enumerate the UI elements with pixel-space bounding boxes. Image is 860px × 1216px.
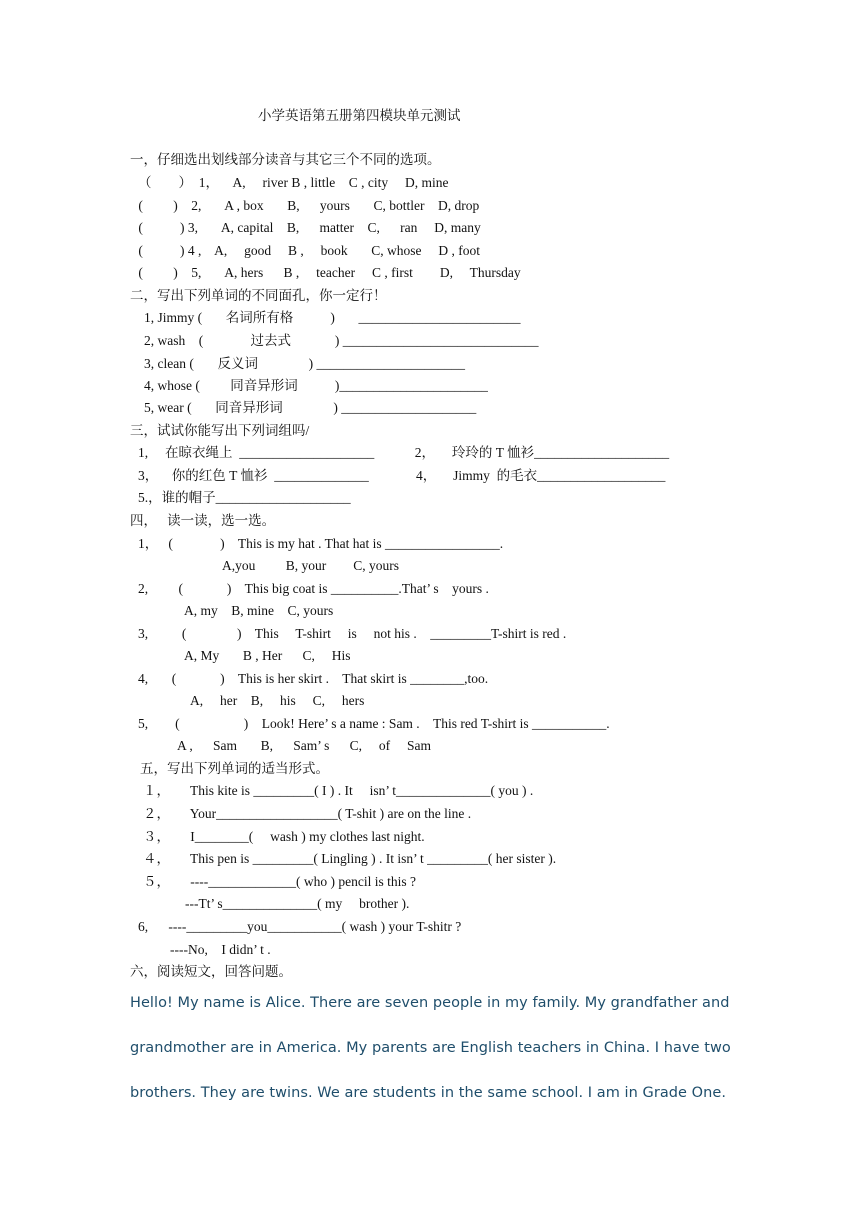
- s1-question-4: ( ) 4 , A, good B , book C, whose D , foot: [135, 243, 480, 258]
- s3-row-2: 3， 你的红色 T 恤衫 ______________ 4， Jimmy 的毛衣___________________: [138, 468, 666, 483]
- section-3-heading: 三，试试你能写出下列词组吗/: [130, 423, 310, 438]
- passage-line-1: Hello! My name is Alice. There are seven people in my family. My grandfather and: [130, 995, 730, 1011]
- section-6-heading: 六，阅读短文，回答问题。: [130, 964, 292, 979]
- s5-item-2: ２， Your__________________( T-shit ) are on the line .: [143, 806, 472, 821]
- s4-question-2: 2, ( ) This big coat is __________.That’ s yours .: [138, 581, 489, 596]
- s3-row-3: 5.，谁的帽子____________________: [138, 490, 351, 505]
- s1-question-1: （ ） 1， A, river B , little C , city D, mine: [138, 175, 449, 190]
- s5-item-3: ３， I________( wash ) my clothes last night.: [143, 829, 425, 844]
- s2-item-4: 4, whose ( 同音异形词 )______________________: [144, 378, 488, 393]
- s5-item-5-answer: ---Tt’ s______________( my brother ).: [185, 896, 410, 911]
- s5-item-1: １， This kite is _________( I ) . It isn’ t______________( you ) .: [143, 783, 534, 798]
- s1-question-3: ( ) 3, A, capital B, matter C, ran D, many: [135, 220, 481, 235]
- s2-item-5: 5, wear ( 同音异形词 ) ____________________: [144, 400, 477, 415]
- s4-question-1: 1， ( ) This is my hat . That hat is _________________.: [138, 536, 504, 551]
- s4-options-5: A , Sam B, Sam’ s C, of Sam: [177, 738, 432, 753]
- s2-item-3: 3, clean ( 反义词 ) ______________________: [144, 356, 465, 371]
- s1-question-2: ( ) 2, A , box B, yours C, bottler D, drop: [135, 198, 480, 213]
- s2-item-2: 2, wash ( 过去式 ) _____________________________: [144, 333, 539, 348]
- s1-question-5: ( ) 5, A, hers B , teacher C , first D, Thursday: [135, 265, 521, 280]
- s4-options-4: A, her B, his C, hers: [190, 693, 365, 708]
- passage-line-2: grandmother are in America. My parents are English teachers in China. I have two: [130, 1040, 731, 1056]
- section-5-heading: 五，写出下列单词的适当形式。: [140, 761, 329, 776]
- s5-item-5: ５， ----_____________( who ) pencil is this ?: [143, 874, 416, 889]
- s5-item-6: 6, ----_________you___________( wash ) your T-shitr ?: [138, 919, 462, 934]
- s4-options-2: A, my B, mine C, yours: [184, 603, 334, 618]
- s2-item-1: 1, Jimmy ( 名词所有格 ) ________________________: [144, 310, 521, 325]
- s4-question-5: 5, ( ) Look! Here’ s a name : Sam . This red T-shirt is ___________.: [138, 716, 610, 731]
- section-4-heading: 四， 读一读，选一选。: [130, 513, 276, 528]
- s3-row-1: 1, 在晾衣绳上 ____________________ 2， 玲玲的 T 恤衫____________________: [138, 445, 670, 460]
- passage-line-3: brothers. They are twins. We are students in the same school. I am in Grade One.: [130, 1085, 726, 1101]
- s4-question-4: 4, ( ) This is her skirt . That skirt is ________,too.: [138, 671, 489, 686]
- s4-options-3: A, My B , Her C, His: [184, 648, 351, 663]
- page-title: 小学英语第五册第四模块单元测试: [258, 108, 461, 123]
- section-2-heading: 二，写出下列单词的不同面孔，你一定行！: [130, 288, 387, 303]
- s4-question-3: 3, ( ) This T-shirt is not his . _________T-shirt is red .: [138, 626, 567, 641]
- s5-item-6-answer: ----No, I didn’ t .: [170, 942, 271, 957]
- s4-options-1: A,you B, your C, yours: [222, 558, 400, 573]
- s5-item-4: ４， This pen is _________( Lingling ) . It isn’ t _________( her sister ).: [143, 851, 557, 866]
- section-1-heading: 一，仔细选出划线部分读音与其它三个不同的选项。: [130, 152, 441, 167]
